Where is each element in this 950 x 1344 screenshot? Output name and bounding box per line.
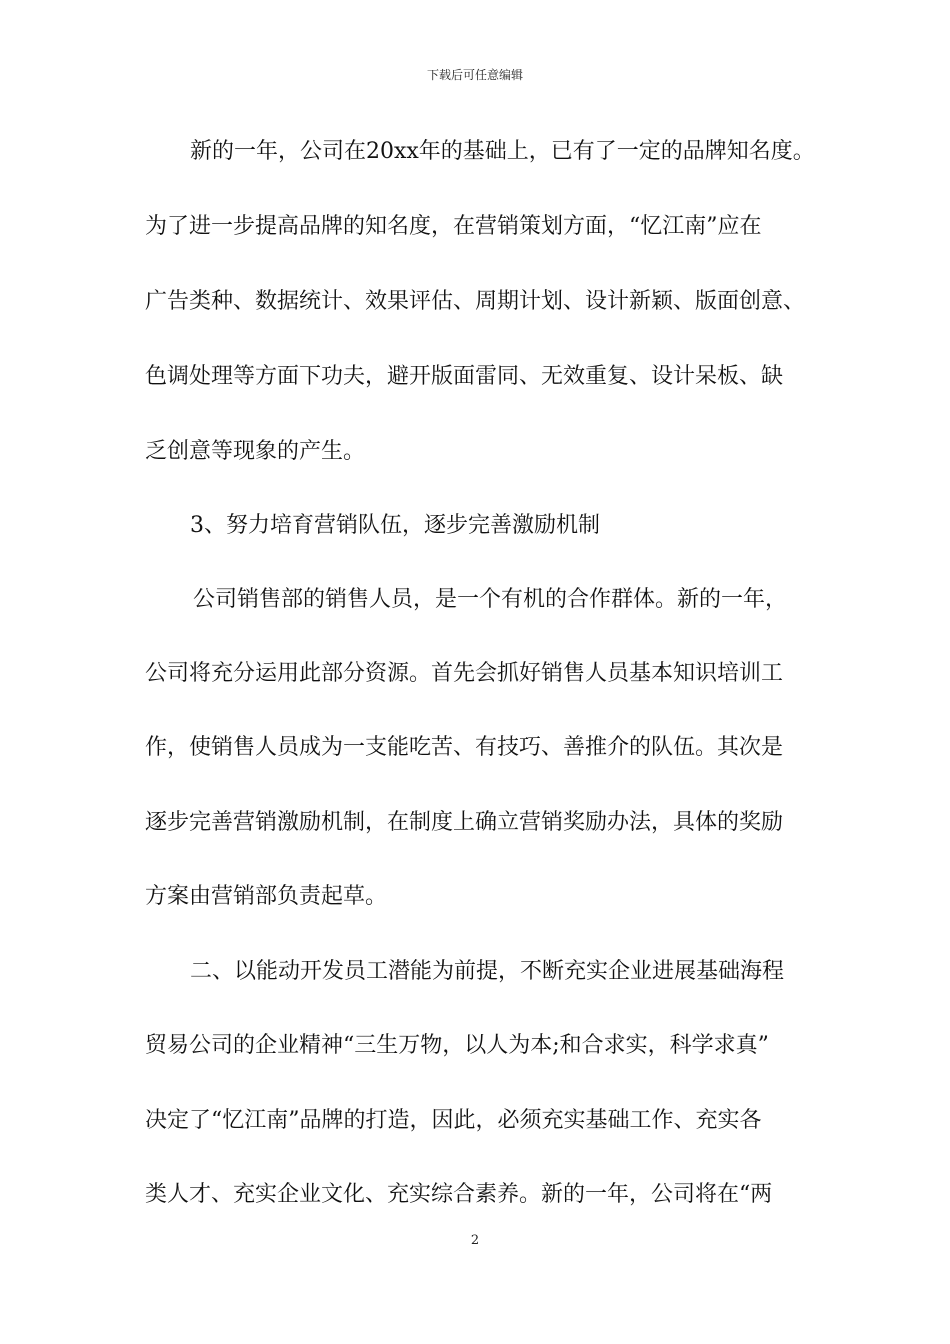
body-text-line: 方案由营销部负责起草。 [145, 884, 388, 909]
body-text-line: 新的一年，公司在20xx年的基础上，已有了一定的品牌知名度。 [190, 139, 815, 164]
body-text-line: 类人才、充实企业文化、充实综合素养。新的一年，公司将在“两 [145, 1182, 773, 1207]
body-text-line: 色调处理等方面下功夫，避开版面雷同、无效重复、设计呆板、缺 [145, 364, 784, 389]
body-text-line: 作，使销售人员成为一支能吃苦、有技巧、善推介的队伍。其次是 [145, 735, 784, 760]
body-text-line: 决定了“忆江南”品牌的打造，因此，必须充实基础工作、充实各 [145, 1108, 762, 1133]
section-heading: 3、努力培育营销队伍，逐步完善激励机制 [190, 513, 600, 538]
page-header: 下载后可任意编辑 [426, 68, 523, 82]
body-text-line: 逐步完善营销激励机制，在制度上确立营销奖励办法，具体的奖励 [145, 810, 784, 835]
body-text-line: 二、以能动开发员工潜能为前提，不断充实企业进展基础海程 [190, 959, 785, 984]
body-text-line: 乏创意等现象的产生。 [145, 439, 366, 464]
body-text-line: 公司销售部的销售人员，是一个有机的合作群体。新的一年， [193, 587, 788, 612]
page-number: 2 [470, 1233, 480, 1248]
body-text-line: 为了进一步提高品牌的知名度，在营销策划方面，“忆江南”应在 [145, 214, 762, 239]
body-text-line: 广告类种、数据统计、效果评估、周期计划、设计新颖、版面创意、 [145, 289, 806, 314]
body-text-line: 贸易公司的企业精神“三生万物，以人为本;和合求实，科学求真” [145, 1033, 769, 1058]
body-text-line: 公司将充分运用此部分资源。首先会抓好销售人员基本知识培训工 [145, 661, 784, 686]
